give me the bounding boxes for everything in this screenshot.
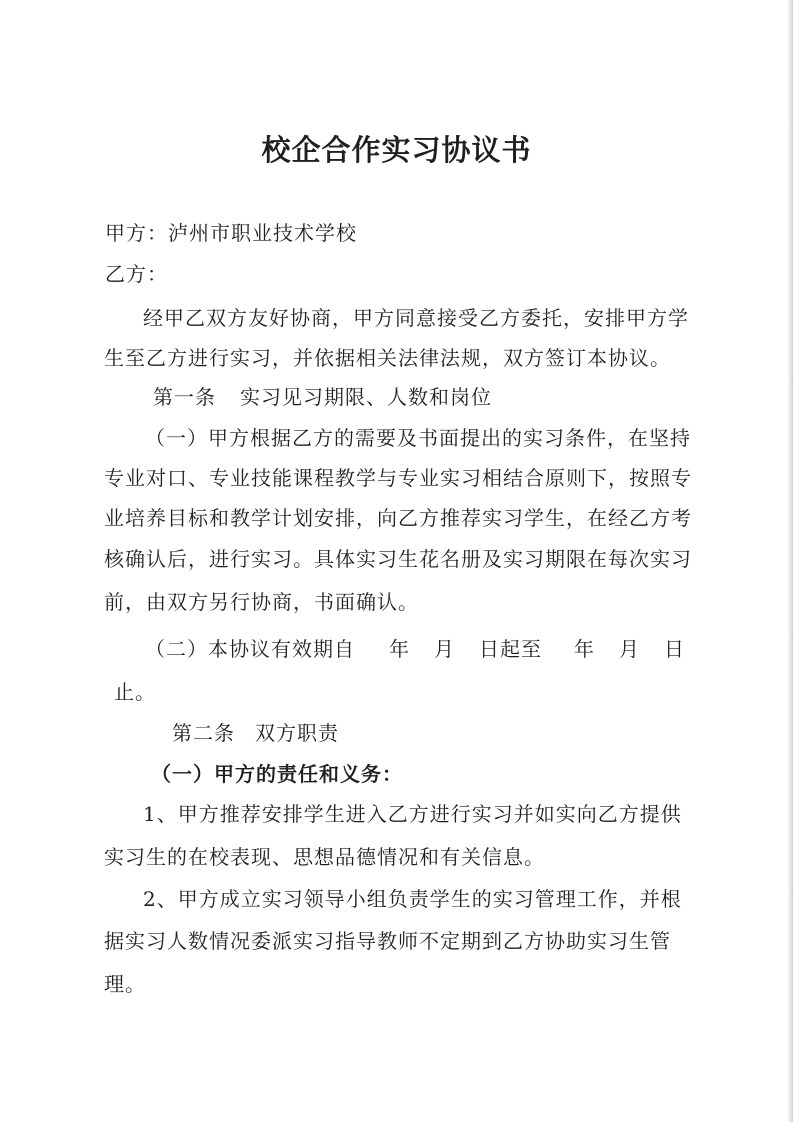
clause-1-1-line-4: 核确认后，进行实习。具体实习生花名册及实习期限在每次实习 bbox=[104, 547, 692, 571]
party-b-line: 乙方： bbox=[105, 262, 168, 286]
clause-1-2-month-2: 月 bbox=[619, 637, 640, 661]
clause-1-2-year-2: 年 bbox=[574, 637, 595, 661]
clause-1-2-line-2: 止。 bbox=[114, 680, 156, 704]
clause-1-1-line-3: 业培养目标和教学计划安排，向乙方推荐实习学生，在经乙方考 bbox=[104, 506, 692, 530]
article-1-title: 实习见习期限、人数和岗位 bbox=[240, 385, 492, 409]
item-2-line-1: 2、甲方成立实习领导小组负责学生的实习管理工作，并根 bbox=[143, 887, 682, 911]
party-a-line: 甲方：泸州市职业技术学校 bbox=[105, 221, 357, 245]
article-2-number: 第二条 bbox=[172, 721, 235, 745]
clause-1-2-lead: （二）本协议有效期自 bbox=[145, 637, 355, 661]
article-2-heading bbox=[172, 721, 339, 745]
document-title: 校企合作实习协议书 bbox=[261, 133, 532, 167]
page-edge-shadow bbox=[787, 0, 793, 1122]
clause-1-2-year-1: 年 bbox=[389, 637, 410, 661]
item-2-line-3: 理。 bbox=[104, 972, 146, 996]
clause-1-2-day-1: 日起至 bbox=[479, 637, 542, 661]
item-2-line-2: 据实习人数情况委派实习指导教师不定期到乙方协助实习生管 bbox=[104, 929, 671, 953]
intro-line-2: 生至乙方进行实习，并依据相关法律法规，双方签订本协议。 bbox=[104, 346, 671, 370]
clause-1-2-day-2: 日 bbox=[664, 637, 685, 661]
intro-line-1: 经甲乙双方友好协商，甲方同意接受乙方委托，安排甲方学 bbox=[143, 306, 689, 330]
clause-1-1-line-1: （一）甲方根据乙方的需要及书面提出的实习条件，在坚持 bbox=[145, 426, 691, 450]
clause-1-2-month-1: 月 bbox=[434, 637, 455, 661]
article-1-number: 第一条 bbox=[153, 385, 216, 409]
clause-1-2-line-1 bbox=[145, 637, 685, 661]
clause-1-1-line-5: 前，由双方另行协商，书面确认。 bbox=[104, 590, 419, 614]
article-2-title: 双方职责 bbox=[255, 721, 339, 745]
item-1-line-2: 实习生的在校表现、思想品德情况和有关信息。 bbox=[104, 845, 545, 869]
section-a-heading: （一）甲方的责任和义务： bbox=[151, 762, 403, 786]
clause-1-1-line-2: 专业对口、专业技能课程教学与专业实习相结合原则下，按照专 bbox=[104, 466, 692, 490]
article-1-heading bbox=[153, 385, 492, 409]
item-1-line-1: 1、甲方推荐安排学生进入乙方进行实习并如实向乙方提供 bbox=[143, 802, 682, 826]
